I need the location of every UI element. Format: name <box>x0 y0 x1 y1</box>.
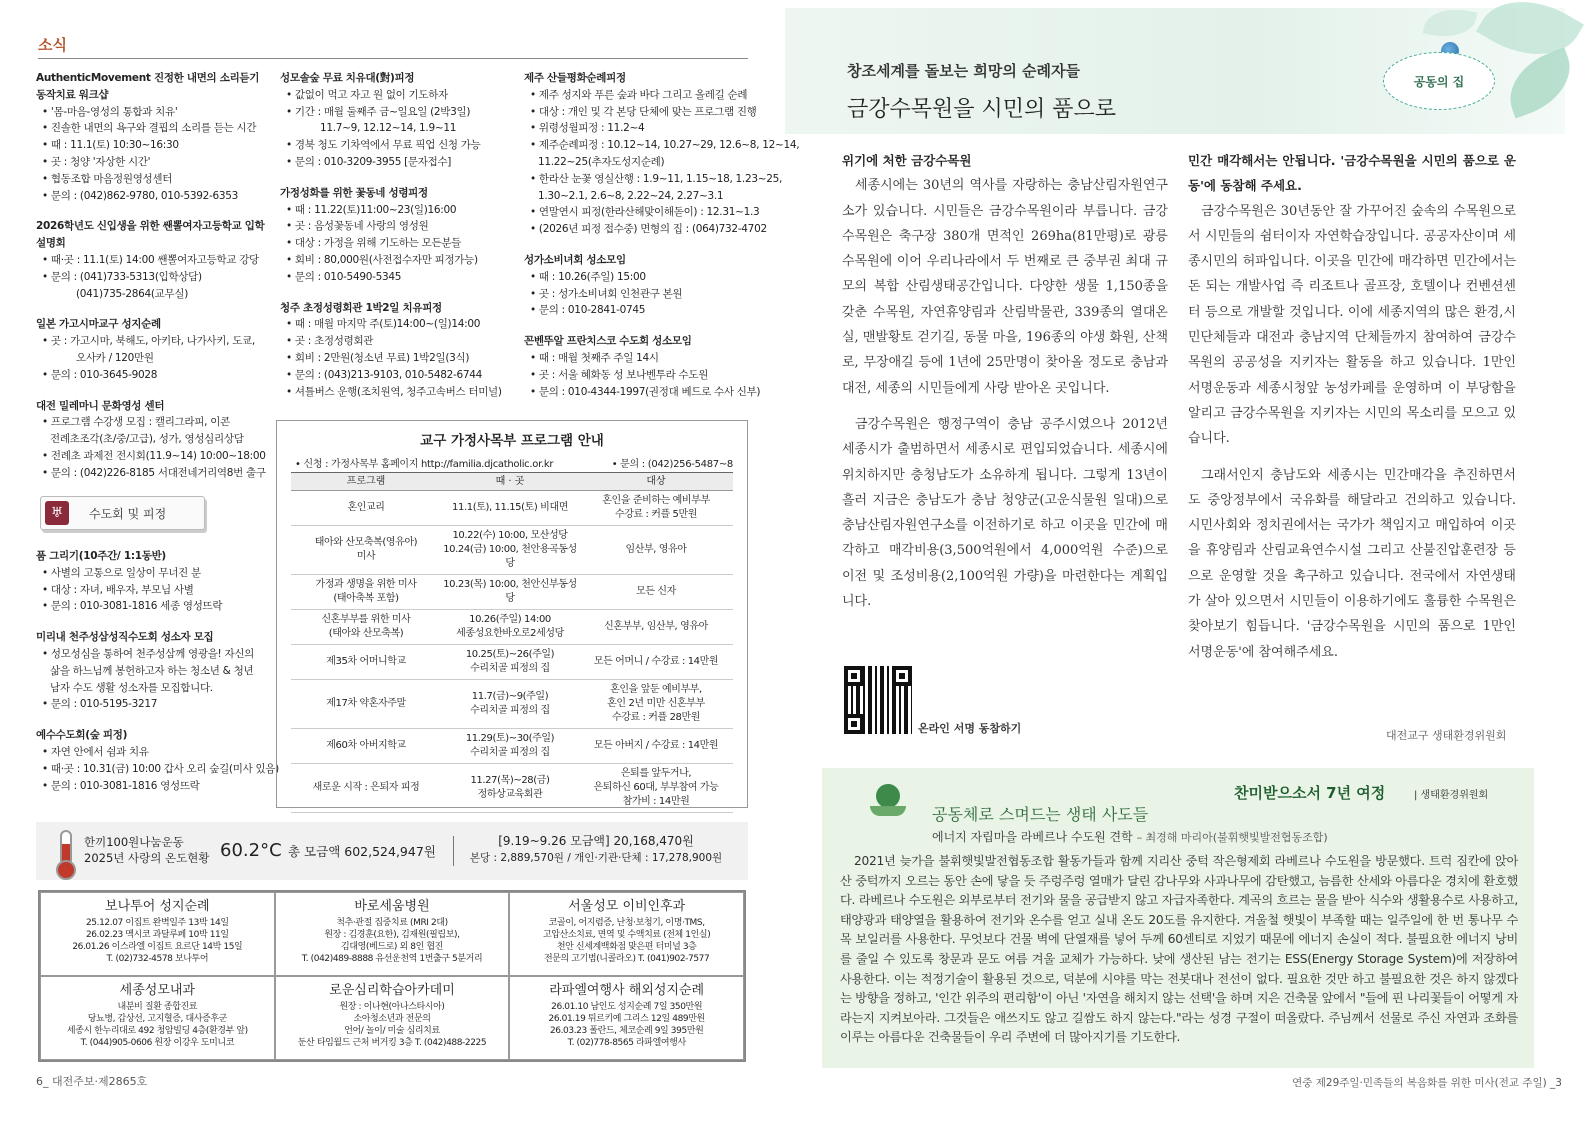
news-item-line: • 제주 성지와 푸른 숲과 바다 그리고 올레길 순례 <box>530 88 748 101</box>
news-item-title: 성가소비녀회 성소모임 <box>524 253 626 266</box>
article-header <box>785 8 1565 134</box>
table-cell: 10.22(수) 10:00, 모산성당 10.24(금) 10:00, 천안용곡동성당 <box>441 526 579 575</box>
news-item-line: • 위령성월피정 : 11.2~4 <box>530 122 645 135</box>
table-header: 때 · 곳 <box>441 473 579 491</box>
article-subhead-1: 위기에 처한 금강수목원 <box>842 153 972 168</box>
table-cell: 새로운 시작 : 은퇴자 피정 <box>291 764 441 813</box>
table-row <box>291 645 733 680</box>
section-rule <box>38 58 748 59</box>
program-title: 교구 가정사목부 프로그램 안내 <box>420 433 604 449</box>
news-item-line: • 셔틀버스 운행(조치원역, 청주고속버스 터미널) <box>286 385 502 398</box>
ad-line: 26.01.19 튀르키예 그리스 12일 489만원 <box>548 1014 705 1024</box>
news-item-title: AuthenticMovement 진정한 내면의 소리듣기 <box>36 72 260 84</box>
article-paragraph: 금강수목원은 행정구역이 충남 공주시였으나 2012년 세종시가 출범하면서 세종시로 편입되었습니다. 세종시에 위치하지만 충청남도가 소유하게 됩니다. 그렇게 13년이 흘러 지금은 충남도가 충남 청양군(고운식물원 일대)으로 충남산림자원연구소를 이전하기로 하고 이곳을 민간에 매각하고 매각비용(3,500억원에서 4,000억원 수준)으로 이전 및 조성비용(2,100억원 가량)을 마련한다는 계획입니다. <box>842 416 1168 610</box>
news-item-line: • 대상 : 가정을 위해 기도하는 모든분들 <box>286 237 462 250</box>
leaf-decoration <box>1423 4 1477 42</box>
table-cell: 모든 신자 <box>579 575 733 610</box>
news-item <box>36 629 266 713</box>
news-item-line: • (2026년 피정 접수중) 면형의 집 : (064)732-4702 <box>530 223 767 236</box>
family-program-box <box>276 420 748 808</box>
ad-title: 로운심리학습아카데미 <box>329 983 455 998</box>
ad-line: T. (044)905-0606 원장 이강우 도미니코 <box>80 1038 234 1048</box>
news-item-title: 예수수도회(숲 피정) <box>36 729 128 742</box>
news-item <box>524 333 761 400</box>
news-item <box>524 252 754 319</box>
ad-title: 보나투어 성지순례 <box>105 899 210 914</box>
ad-line: 내분비 질환 종합진료 <box>117 1002 198 1012</box>
table-row <box>291 680 733 729</box>
eco-column-author: – 최경해 마리아(불휘햇빛발전협동조합) <box>1136 831 1328 844</box>
news-item-line: • 때·곳 : 11.1(토) 14:00 쌘뽈여자고등학교 강당 <box>42 253 259 266</box>
news-item-line: • 문의 : (041)733-5313(입학상담) <box>42 270 202 283</box>
news-item-line: • 회비 : 80,000원(사전접수자만 피정가능) <box>286 253 478 266</box>
news-column-1b <box>36 548 279 808</box>
news-item-line: • 문의 : 010-5490-5345 <box>286 270 402 283</box>
total-donation: 총 모금액 602,524,947원 <box>288 844 436 859</box>
news-item <box>524 70 800 238</box>
series-org: | 생태환경위원회 <box>1414 790 1489 801</box>
news-item-line: • 자연 안에서 쉼과 치유 <box>42 745 149 758</box>
news-item-line: • 연말연시 피정(한라산해맞이해돋이) : 12.31~1.3 <box>530 206 760 219</box>
article-paragraph: 금강수목원은 30년동안 잘 가꾸어진 숲속의 수목원으로서 시민들의 쉼터이자 자연학습장입니다. 공공자산이며 세종시민의 허파입니다. 이곳을 민간에 매각하면 민간에서는 돈 되는 개발사업 즉 리조트나 골프장, 호텔이나 컨벤션센터 등으로 개발할 것입니다. 이에 세종지역의 많은 환경,시민단체들과 대전과 충남지역 단체들까지 참여하여 금강수목원의 공공성을 지키자는 활동을 하고 있습니다. 1만인 서명운동과 세종시청앞 농성카페를 운영하며 이 부당함을 알리고 금강수목원을 지키자는 시민의 목소리를 모으고 있습니다. <box>1188 203 1516 447</box>
news-item-line: 삶을 하느님께 봉헌하고자 하는 청소년 & 청년 <box>50 664 254 677</box>
table-cell: 태아와 산모축복(영유아) 미사 <box>291 526 441 575</box>
ad-line: 당뇨병, 갑상선, 고지혈증, 대사증후군 <box>87 1014 227 1024</box>
series-title: 찬미받으소서 7년 여정 <box>1234 784 1386 802</box>
news-item-line: • 때 : 매월 첫째주 주일 14시 <box>530 351 659 364</box>
news-item-title: 가정성화를 위한 꽃동네 성령피정 <box>280 186 428 199</box>
article-column-2 <box>1188 148 1516 676</box>
news-item <box>280 300 510 401</box>
news-item-line: • 때 : 매월 마지막 주(토)14:00~(일)14:00 <box>286 318 481 331</box>
campaign-status-label: 2025년 사랑의 온도현황 <box>84 851 210 865</box>
table-cell: 10.23(목) 10:00, 천안신부동성당 <box>441 575 579 610</box>
news-item-line: • 기간 : 매월 둘째주 금~일요일 (2박3일) <box>286 105 471 118</box>
news-item-line: • 값없이 먹고 자고 원 없이 기도하자 <box>286 88 448 101</box>
article-kicker: 창조세계를 돌보는 희망의 순례자들 <box>847 62 1081 80</box>
news-item-line: (041)735-2864(교무실) <box>76 287 189 300</box>
news-item-line: • 곳 : 서울 혜화동 성 보나벤투라 수도원 <box>530 368 709 381</box>
table-cell: 11.7(금)~9(주일) 수리치골 피정의 집 <box>441 680 579 729</box>
news-column-3 <box>524 70 800 414</box>
ad-box <box>40 976 275 1060</box>
eco-subtitle-text: 에너지 자립마을 라베르나 수도원 견학 <box>932 830 1133 844</box>
news-item-title: 청주 초정성령회관 1박2일 치유피정 <box>280 301 442 314</box>
news-item-line: • 문의 : (042)226-8185 서대전네거리역8번 출구 <box>42 466 266 479</box>
news-item-line: • 성모성심을 통하여 천주성삼께 영광을! 자신의 <box>42 647 255 660</box>
table-cell: 은퇴를 앞두거나, 은퇴하신 60대, 부부참여 가능 참가비 : 14만원 <box>579 764 733 813</box>
news-item-line: • 때 : 11.1(토) 10:30~16:30 <box>42 139 179 152</box>
online-signature-link[interactable]: 온라인 서명 동참하기 <box>918 722 1022 735</box>
ad-line: 26.03.23 폴란드, 체코순례 9일 395만원 <box>549 1026 704 1036</box>
news-item-line: • 문의 : 010-3645-9028 <box>42 368 158 381</box>
article-subhead-2: 민간 매각해서는 안됩니다. '금강수목원을 시민의 품으로 운동'에 동참해 주세요. <box>1188 153 1516 194</box>
news-item-line: • 곳 : 초정성령회관 <box>286 335 374 348</box>
ad-title: 라파엘여행사 해외성지순례 <box>549 983 705 998</box>
article-paragraph: 그래서인지 충남도와 세종시는 민간매각을 추진하면서도 중앙정부에서 국유화를 해달라고 건의하고 있습니다. 시민사회와 정치권에서는 국가가 책임지고 매입하여 이곳을 휴양림과 산림교육연수시설 그리고 산불진압훈련장 등으로 운영할 것을 촉구하고 있습니다. 전국에서 자연생태가 살아 있으면서 시민들이 이용하기에도 훌륭한 수목원은 찾아보기 힘듭니다. '금강수목원을 시민의 품으로 1만인 서명운동'에 참여해주세요. <box>1188 467 1516 660</box>
leaf-decoration <box>1499 48 1582 119</box>
article-headline: 금강수목원을 시민의 품으로 <box>847 97 1117 122</box>
ad-line: 언어/ 놀이/ 미술 심리치료 <box>344 1026 440 1036</box>
love-temperature: 60.2°C <box>220 840 282 861</box>
news-item-line: • 곳 : 음성꽃동네 사랑의 영성원 <box>286 220 429 233</box>
campaign-name: 한끼100원나눔운동 <box>84 835 184 849</box>
table-cell: 11.1(토), 11.15(토) 비대면 <box>441 491 579 526</box>
news-item-line: • 경북 청도 기차역에서 무료 픽업 신청 가능 <box>286 139 481 152</box>
table-cell: 가정과 생명을 위한 미사 (태아축복 포함) <box>291 575 441 610</box>
weekly-donation: [9.19~9.26 모금액] 20,168,470원 <box>498 834 694 848</box>
news-item-line: • '몸-마음-영성의 통합과 치유' <box>42 105 178 118</box>
news-item-line: • 때·곳 : 10.31(금) 10:00 갑사 오리 숲길(미사 있음) <box>42 762 279 775</box>
table-cell: 신혼부부, 임산부, 영유아 <box>579 610 733 645</box>
news-item-title: 제주 산들평화순례피정 <box>524 72 626 84</box>
news-item <box>36 548 266 615</box>
news-item-line: • 문의 : 010-2841-0745 <box>530 304 646 317</box>
news-item-title: 대전 밀레마니 문화영성 센터 <box>36 399 165 412</box>
ad-box <box>275 976 510 1060</box>
news-item <box>36 316 266 383</box>
program-inquiry: • 문의 : (042)256-5487~8 <box>611 459 733 470</box>
news-item-line: • 때 : 10.26(주일) 15:00 <box>530 270 646 283</box>
news-item-line: • 프로그램 수강생 모집 : 캘리그라피, 이콘 <box>42 416 230 429</box>
table-cell: 혼인을 준비하는 예비부부 수강료 : 커플 5만원 <box>579 491 733 526</box>
news-item-line: • 때 : 11.22(토)11:00~23(일)16:00 <box>286 203 457 216</box>
article-paragraph: 세종시에는 30년의 역사를 자랑하는 충남산림자원연구소가 있습니다. 시민들은 금강수목원이라 부릅니다. 금강수목원은 축구장 380개 면적인 269ha(81만평)로 광릉수목원에 이어 우리나라에서 두 번째로 큰 중부권 최대 규모의 복합 산림생태공간입니다. 다양한 생물 1,150종을 갖춘 수목원, 자연휴양림과 산림박물관, 339종의 열대온실, 맨발황토 걷기길, 동물 마을, 196종의 야생 화원, 산책로, 무장애길 등에 1년에 25만명이 찾아올 정도로 충남과 대전, 세종의 시민들에게 사랑 받아온 곳입니다. <box>842 178 1168 396</box>
thermometer-bulb <box>56 860 76 880</box>
page-footer-left: 6_ 대전주보·제2865호 <box>36 1075 148 1088</box>
news-item-line: • 문의 : (043)213-9103, 010-5482-6744 <box>286 368 483 381</box>
news-item-line: 11.7~9, 12.12~14, 1.9~11 <box>320 122 457 135</box>
table-cell: 혼인을 앞둔 예비부부, 혼인 2년 미만 신혼부부 수강료 : 커플 28만원 <box>579 680 733 729</box>
ad-line: 전문의 고기범(니콜라오) T. (041)902-7577 <box>543 954 710 964</box>
news-item-line: • 문의 : 010-4344-1997(권정대 베드로 수사 신부) <box>530 385 761 398</box>
news-item-line: 남자 수도 생활 성소자를 모집합니다. <box>50 681 213 694</box>
ad-title: 바로세움병원 <box>354 899 430 914</box>
news-item-title: 미리내 천주성삼성직수도회 성소자 모집 <box>36 631 214 644</box>
table-cell: 혼인교리 <box>291 491 441 526</box>
news-item-line: • 곳 : 성가소비녀회 인천관구 본원 <box>530 287 683 300</box>
table-header: 프로그램 <box>291 473 441 491</box>
tree-in-hand-icon <box>870 784 906 816</box>
news-item-line: 동작치료 워크샵 <box>36 88 109 101</box>
program-apply: • 신청 : 가정사목부 홈페이지 http://familia.djcatholic.or.kr <box>295 459 554 470</box>
news-item-line: • 진솔한 내면의 욕구와 결핍의 소리를 듣는 시간 <box>42 122 257 135</box>
news-item-line: • 문의 : 010-3081-1816 세종 영성뜨락 <box>42 600 223 613</box>
eco-column-title: 공동체로 스며드는 생태 사도들 <box>932 805 1149 824</box>
ad-line: 25.12.07 이집트 완벽일주 13박 14일 <box>85 918 229 928</box>
table-cell: 11.27(목)~28(금) 정하상교육회관 <box>441 764 579 813</box>
section-title: 소식 <box>38 36 67 54</box>
eco-column-box <box>822 768 1534 1068</box>
ad-grid <box>38 890 746 1062</box>
ad-line: 천안 신세계백화점 맞은편 터미널 3층 <box>556 942 697 952</box>
ad-line: 둔산 타임월드 근처 버거킹 3층 T. (042)488-2225 <box>297 1038 487 1048</box>
table-row <box>291 610 733 645</box>
page-footer-right: 연중 제29주일·민족들의 복음화를 위한 미사(전교 주일) _3 <box>1292 1077 1562 1089</box>
ad-line: 소아청소년과 전문의 <box>353 1014 431 1024</box>
news-column-2 <box>280 70 510 414</box>
table-row <box>291 526 733 575</box>
ad-line: T. (02)732-4578 보나투어 <box>106 954 209 964</box>
news-item-line: • 대상 : 자녀, 배우자, 부모님 사별 <box>42 583 194 596</box>
news-item-line: • 곳 : 청양 '자상한 시간' <box>42 155 151 168</box>
news-item-line: • 제주순례피정 : 10.12~14, 10.27~29, 12.6~8, 12~14, <box>530 139 800 152</box>
news-item-title: 성모솔숲 무료 치유대(對)피정 <box>280 72 415 84</box>
news-item-line: 오사카 / 120만원 <box>76 351 154 364</box>
table-cell: 제60차 아버지학교 <box>291 729 441 764</box>
table-cell: 모든 어머니 / 수강료 : 14만원 <box>579 645 733 680</box>
ad-line: 세종시 한누리대로 492 청암빌딩 4층(환경부 앞) <box>66 1026 248 1036</box>
news-item <box>36 398 266 482</box>
ad-line: 26.01.10 남인도 성지순례 7일 350만원 <box>551 1002 703 1012</box>
table-row <box>291 575 733 610</box>
common-home-badge: 공동의 집 <box>1383 52 1495 110</box>
news-item <box>36 70 266 204</box>
ad-line: 척추·관절 집중치료 (MRI 2대) <box>336 918 448 928</box>
news-item <box>36 218 266 302</box>
ad-line: 고압산소치료, 면역 및 수액치료 (전체 1인실) <box>543 930 711 940</box>
chalice-icon: ♅ <box>45 501 69 525</box>
right-page <box>780 0 1586 1122</box>
news-item <box>280 185 510 286</box>
ad-box <box>40 892 275 976</box>
article-byline: 대전교구 생태환경위원회 <box>1386 729 1507 742</box>
news-item-line: • 문의 : 010-3209-3955 [문자접수] <box>286 155 452 168</box>
ad-box <box>509 892 744 976</box>
ad-title: 서울성모 이비인후과 <box>568 899 686 914</box>
news-item-title: 품 그리기(10주간/ 1:1동반) <box>36 550 166 562</box>
news-item-title: 꼰벤뚜알 프란치스코 수도회 성소모임 <box>524 335 692 348</box>
ad-line: 코골이, 어지럼증, 난청·보청기, 이명·TMS, <box>548 918 705 928</box>
table-header: 대상 <box>579 473 733 491</box>
article-column-1 <box>842 148 1168 625</box>
news-column-1 <box>36 70 266 496</box>
news-item <box>36 727 279 794</box>
qr-code-icon[interactable] <box>844 666 912 734</box>
eco-column-subtitle <box>932 828 1328 845</box>
ad-line: 김대영(베드로) 외 8인 협진 <box>341 942 443 952</box>
program-table <box>291 472 733 813</box>
table-row <box>291 729 733 764</box>
ad-line: T. (02)778-8565 라파엘여행사 <box>567 1038 686 1048</box>
news-item-line: 11.22~25(추자도성지순례) <box>538 155 665 168</box>
news-item-line: • 문의 : 010-3081-1816 영성뜨락 <box>42 779 200 792</box>
ad-box <box>509 976 744 1060</box>
donation-thermometer-panel <box>36 822 748 880</box>
ad-line: 원장 : 이나현(아나스타시아) <box>339 1002 445 1012</box>
ad-line: 26.02.23 멕시코 과달루페 10박 11일 <box>85 930 229 940</box>
news-item-line: • 한라산 눈꽃 영실산행 : 1.9~11, 1.15~18, 1.23~25, <box>530 172 783 185</box>
table-cell: 10.26(주일) 14:00 세종성요한바오로2세성당 <box>441 610 579 645</box>
table-cell: 제35차 어머니학교 <box>291 645 441 680</box>
table-cell: 제17차 약혼자주말 <box>291 680 441 729</box>
table-cell: 신혼부부를 위한 미사 (태아와 산모축복) <box>291 610 441 645</box>
news-item-line: • 대상 : 개인 및 각 본당 단체에 맞는 프로그램 진행 <box>530 105 757 118</box>
retreat-section-label: 수도회 및 피정 <box>89 507 167 521</box>
ad-line: 26.01.26 이스라엘 이집트 요르단 14박 15일 <box>72 942 243 952</box>
ad-line: T. (042)489-8888 유선운천역 1번출구 5분거리 <box>301 954 483 964</box>
news-item-line: • 사별의 고통으로 일상이 무너진 분 <box>42 566 201 579</box>
divider <box>453 836 454 866</box>
news-item-title: 일본 가고시마교구 성지순례 <box>36 318 161 331</box>
news-item-title: 2026학년도 신입생을 위한 쌘뽈여자고등학교 입학설명회 <box>36 220 265 250</box>
table-cell: 11.29(토)~30(주일) 수리치골 피정의 집 <box>441 729 579 764</box>
table-cell: 10.25(토)~26(주일) 수리치골 피정의 집 <box>441 645 579 680</box>
news-item-line: • 협동조합 마음정원영성센터 <box>42 172 173 185</box>
news-item-line: • 곳 : 가고시마, 북해도, 아키타, 나가사키, 도쿄, <box>42 335 255 348</box>
news-item-line: • 전례초 과제전 전시회(11.9~14) 10:00~18:00 <box>42 449 266 462</box>
table-cell: 모든 아버지 / 수강료 : 14만원 <box>579 729 733 764</box>
ad-line: 원장 : 김경훈(요한), 김재원(필립보), <box>324 930 460 940</box>
news-item <box>280 70 510 171</box>
table-row <box>291 491 733 526</box>
eco-column-body: 2021년 늦가을 불휘햇빛발전협동조합 활동가들과 함께 지리산 중턱 작은형제회 라베르나 수도원을 방문했다. 트럭 짐칸에 앉아 산 중턱까지 오르는 동안 손에 닿을 듯 주렁주렁 열매가 달린 감나무와 사과나무에 감탄했고, 늠름한 산세와 아름다운 경치에 환호했다. 라베르나 수도원은 외부로부터 전기와 물을 공급받지 않고 자급자족한다. 계곡의 흐르는 물을 받아 식수와 생활용수로 사용하고, 태양광과 태양열을 활용하여 전기와 온수를 얻고 실내 온도 20도를 유지한다. 겨울철 햇빛이 부족할 때는 일주일에 한 번 통나무 수목 보일러를 사용한다. 무엇보다 건물 벽에 단열재를 넣어 두께 60센티로 지었기 때문에 에너지 손실이 적다. 불필요한 에너지 낭비를 줄일 수 있도록 창문과 문도 여름 겨울 교체가 가능하다. 낮에 생산된 남는 전기는 ESS(Energy Storage System)에 저장하여 사용한다. 이는 적정기술이 활용된 것으로, 덕분에 시야를 막는 전봇대나 전선이 없다. 필요한 것만 하고 불필요한 것은 하지 않겠다는 방향을 정하고, '인간 위주의 편리함'이 아닌 '자연을 해치지 않는 선택'을 하며 지은 건축물 앞에서 "들에 핀 나리꽃들이 어떻게 자라는지 지켜보아라. 그것들은 애쓰지도 않고 길쌈도 하지 않는다."라는 성경 구절이 떠올랐다. 주님께서 선물로 주신 자연과 조화를 이루는 아름다운 건축물들이 우리 주변에 더 많아지기를 기도한다. <box>840 854 1518 1045</box>
news-item-line: • 문의 : (042)862-9780, 010-5392-6353 <box>42 189 239 202</box>
weekly-donation-detail: 본당 : 2,889,570원 / 개인·기관·단체 : 17,278,900원 <box>469 852 723 864</box>
retreat-section-tag <box>40 496 205 530</box>
news-item-line: • 회비 : 2만원(청소년 무료) 1박2일(3식) <box>286 351 470 364</box>
news-item-line: • 문의 : 010-5195-3217 <box>42 698 158 711</box>
news-item-line: 1.30~2.1, 2.6~8, 2.22~24, 2.27~3.1 <box>538 189 724 202</box>
ad-title: 세종성모내과 <box>119 983 195 998</box>
table-row <box>291 764 733 813</box>
table-cell: 임산부, 영유아 <box>579 526 733 575</box>
ad-box <box>275 892 510 976</box>
news-item-line: 전례초조각(초/중/고급), 성가, 영성심리상담 <box>50 433 244 446</box>
